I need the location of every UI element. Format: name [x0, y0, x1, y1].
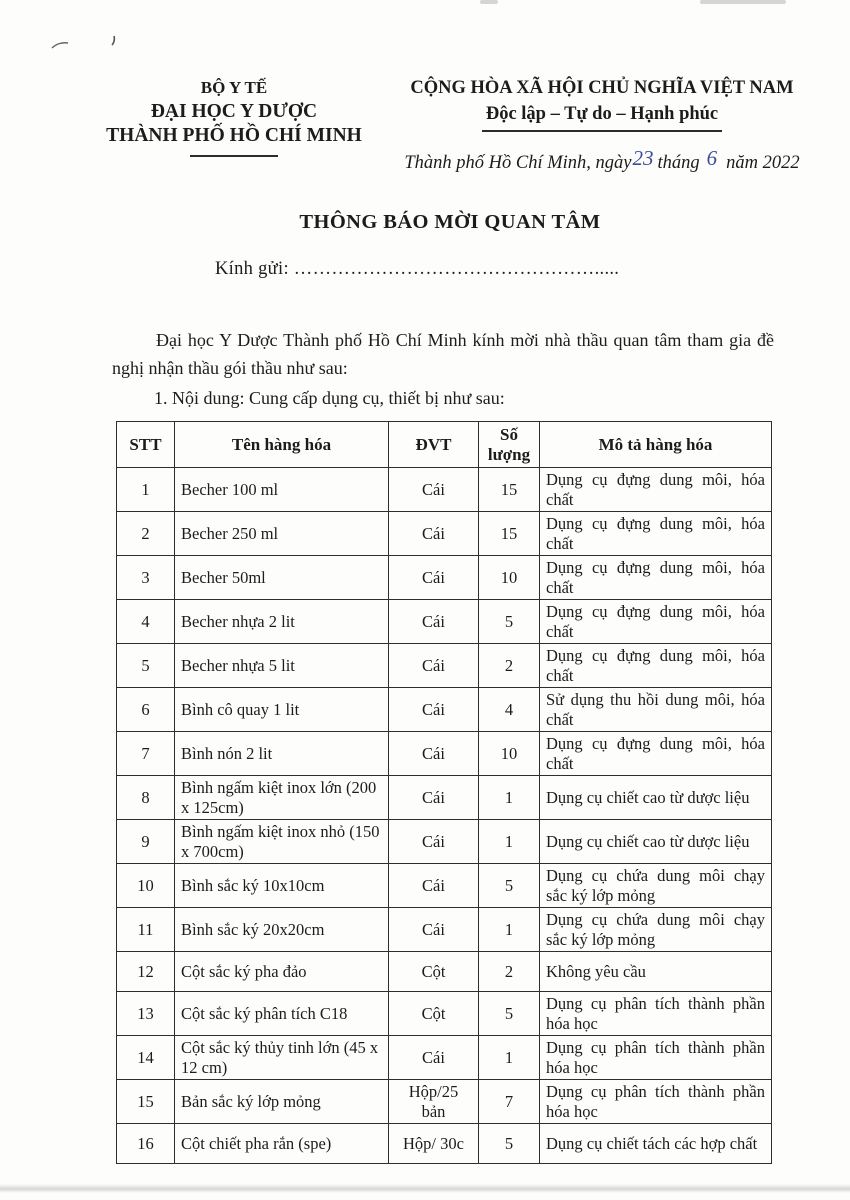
cell-stt: 3	[117, 556, 175, 600]
cell-qty: 5	[479, 600, 540, 644]
cell-desc: Dụng cụ chiết cao từ dược liệu	[540, 776, 772, 820]
cell-desc: Dụng cụ đựng dung môi, hóa chất	[540, 644, 772, 688]
table-body	[117, 468, 772, 1164]
cell-qty: 2	[479, 952, 540, 992]
cell-dvt: Cái	[389, 864, 479, 908]
cell-name: Cột chiết pha rắn (spe)	[175, 1124, 389, 1164]
scan-edge-shadow	[0, 1184, 850, 1193]
cell-desc: Dụng cụ phân tích thành phần hóa học	[540, 1080, 772, 1124]
handwritten-month: 6	[706, 146, 718, 170]
cell-qty: 4	[479, 688, 540, 732]
scan-artifact	[700, 0, 786, 4]
cell-dvt: Cái	[389, 556, 479, 600]
table-row	[117, 820, 772, 864]
table-row	[117, 600, 772, 644]
cell-qty: 1	[479, 776, 540, 820]
table-row	[117, 556, 772, 600]
cell-stt: 11	[117, 908, 175, 952]
cell-name: Cột sắc ký thủy tinh lớn (45 x 12 cm)	[175, 1036, 389, 1080]
header-ten-hang-hoa: Tên hàng hóa	[175, 422, 389, 468]
cell-desc: Dụng cụ chiết cao từ dược liệu	[540, 820, 772, 864]
pen-mark	[48, 32, 132, 54]
intro-paragraph: Đại học Y Dược Thành phố Hồ Chí Minh kính mời nhà thầu quan tâm tham gia đề nghị nhận thầu gói thầu như sau:	[112, 330, 774, 378]
letterhead-rule	[190, 155, 278, 157]
goods-table	[116, 421, 772, 1164]
cell-name: Bình ngấm kiệt inox nhỏ (150 x 700cm)	[175, 820, 389, 864]
cell-desc: Dụng cụ chiết tách các hợp chất	[540, 1124, 772, 1164]
cell-name: Bình cô quay 1 lit	[175, 688, 389, 732]
table-row	[117, 688, 772, 732]
cell-name: Becher 100 ml	[175, 468, 389, 512]
cell-stt: 16	[117, 1124, 175, 1164]
handwritten-day: 23	[632, 146, 654, 170]
cell-dvt: Cột	[389, 952, 479, 992]
cell-stt: 12	[117, 952, 175, 992]
cell-stt: 10	[117, 864, 175, 908]
table-row	[117, 992, 772, 1036]
cell-desc: Dụng cụ đựng dung môi, hóa chất	[540, 468, 772, 512]
issuer-ministry: BỘ Y TẾ	[200, 78, 268, 97]
table-row	[117, 1124, 772, 1164]
table-row	[117, 512, 772, 556]
cell-name: Becher 250 ml	[175, 512, 389, 556]
national-motto-line1: CỘNG HÒA XÃ HỘI CHỦ NGHĨA VIỆT NAM	[410, 78, 794, 98]
table-row	[117, 468, 772, 512]
table-row	[117, 644, 772, 688]
cell-qty: 15	[479, 468, 540, 512]
header-so-luong: Số lượng	[479, 422, 540, 468]
cell-qty: 5	[479, 1124, 540, 1164]
table-row	[117, 776, 772, 820]
cell-name: Becher nhựa 2 lit	[175, 600, 389, 644]
cell-dvt: Cái	[389, 908, 479, 952]
cell-qty: 5	[479, 992, 540, 1036]
cell-qty: 1	[479, 820, 540, 864]
date-mid: tháng	[657, 153, 700, 173]
cell-dvt: Cột	[389, 992, 479, 1036]
cell-stt: 8	[117, 776, 175, 820]
cell-qty: 1	[479, 1036, 540, 1080]
date-line	[386, 146, 818, 174]
cell-stt: 13	[117, 992, 175, 1036]
cell-name: Cột sắc ký pha đảo	[175, 952, 389, 992]
cell-desc: Dụng cụ phân tích thành phần hóa học	[540, 992, 772, 1036]
date-prefix: Thành phố Hồ Chí Minh, ngày	[404, 153, 632, 173]
cell-name: Bình sắc ký 20x20cm	[175, 908, 389, 952]
table-row	[117, 908, 772, 952]
date-suffix: năm 2022	[726, 153, 800, 173]
cell-stt: 9	[117, 820, 175, 864]
cell-stt: 4	[117, 600, 175, 644]
cell-qty: 10	[479, 556, 540, 600]
cell-name: Bình sắc ký 10x10cm	[175, 864, 389, 908]
cell-stt: 14	[117, 1036, 175, 1080]
cell-qty: 15	[479, 512, 540, 556]
cell-dvt: Cái	[389, 820, 479, 864]
cell-desc: Dụng cụ đựng dung môi, hóa chất	[540, 512, 772, 556]
header-mo-ta: Mô tả hàng hóa	[540, 422, 772, 468]
salutation: Kính gửi: ………………………………………….....	[215, 259, 620, 279]
cell-stt: 5	[117, 644, 175, 688]
cell-desc: Dụng cụ đựng dung môi, hóa chất	[540, 556, 772, 600]
cell-qty: 7	[479, 1080, 540, 1124]
scan-artifact	[480, 0, 498, 4]
cell-name: Becher 50ml	[175, 556, 389, 600]
header-stt: STT	[117, 422, 175, 468]
cell-stt: 7	[117, 732, 175, 776]
cell-desc: Không yêu cầu	[540, 952, 772, 992]
cell-name: Bản sắc ký lớp mỏng	[175, 1080, 389, 1124]
cell-stt: 6	[117, 688, 175, 732]
cell-stt: 15	[117, 1080, 175, 1124]
cell-desc: Dụng cụ đựng dung môi, hóa chất	[540, 732, 772, 776]
cell-dvt: Cái	[389, 512, 479, 556]
table-row	[117, 864, 772, 908]
national-motto-line2: Độc lập – Tự do – Hạnh phúc	[482, 102, 722, 132]
cell-desc: Dụng cụ chứa dung môi chạy sắc ký lớp mỏng	[540, 864, 772, 908]
cell-name: Cột sắc ký phân tích C18	[175, 992, 389, 1036]
table-row	[117, 1080, 772, 1124]
document-title: THÔNG BÁO MỜI QUAN TÂM	[299, 211, 601, 233]
cell-dvt: Cái	[389, 600, 479, 644]
cell-qty: 5	[479, 864, 540, 908]
cell-name: Bình ngấm kiệt inox lớn (200 x 125cm)	[175, 776, 389, 820]
letterhead-issuer	[88, 76, 380, 157]
table-row	[117, 1036, 772, 1080]
cell-dvt: Cái	[389, 732, 479, 776]
cell-desc: Dụng cụ đựng dung môi, hóa chất	[540, 600, 772, 644]
table-header-row	[117, 422, 772, 468]
cell-dvt: Cái	[389, 688, 479, 732]
cell-dvt: Cái	[389, 776, 479, 820]
header-dvt: ĐVT	[389, 422, 479, 468]
cell-name: Becher nhựa 5 lit	[175, 644, 389, 688]
cell-dvt: Cái	[389, 1036, 479, 1080]
cell-desc: Dụng cụ phân tích thành phần hóa học	[540, 1036, 772, 1080]
cell-stt: 1	[117, 468, 175, 512]
issuer-city: THÀNH PHỐ HỒ CHÍ MINH	[106, 125, 362, 146]
cell-qty: 10	[479, 732, 540, 776]
content-item-1: 1. Nội dung: Cung cấp dụng cụ, thiết bị như sau:	[154, 388, 505, 408]
letterhead-national	[386, 76, 818, 174]
issuer-university: ĐẠI HỌC Y DƯỢC	[150, 101, 318, 122]
cell-dvt: Cái	[389, 644, 479, 688]
cell-stt: 2	[117, 512, 175, 556]
cell-qty: 2	[479, 644, 540, 688]
cell-dvt: Hộp/25 bản	[389, 1080, 479, 1124]
cell-dvt: Cái	[389, 468, 479, 512]
table-row	[117, 732, 772, 776]
table-row	[117, 952, 772, 992]
cell-desc: Sử dụng thu hồi dung môi, hóa chất	[540, 688, 772, 732]
cell-desc: Dụng cụ chứa dung môi chạy sắc ký lớp mỏng	[540, 908, 772, 952]
cell-qty: 1	[479, 908, 540, 952]
cell-name: Bình nón 2 lit	[175, 732, 389, 776]
cell-dvt: Hộp/ 30c	[389, 1124, 479, 1164]
